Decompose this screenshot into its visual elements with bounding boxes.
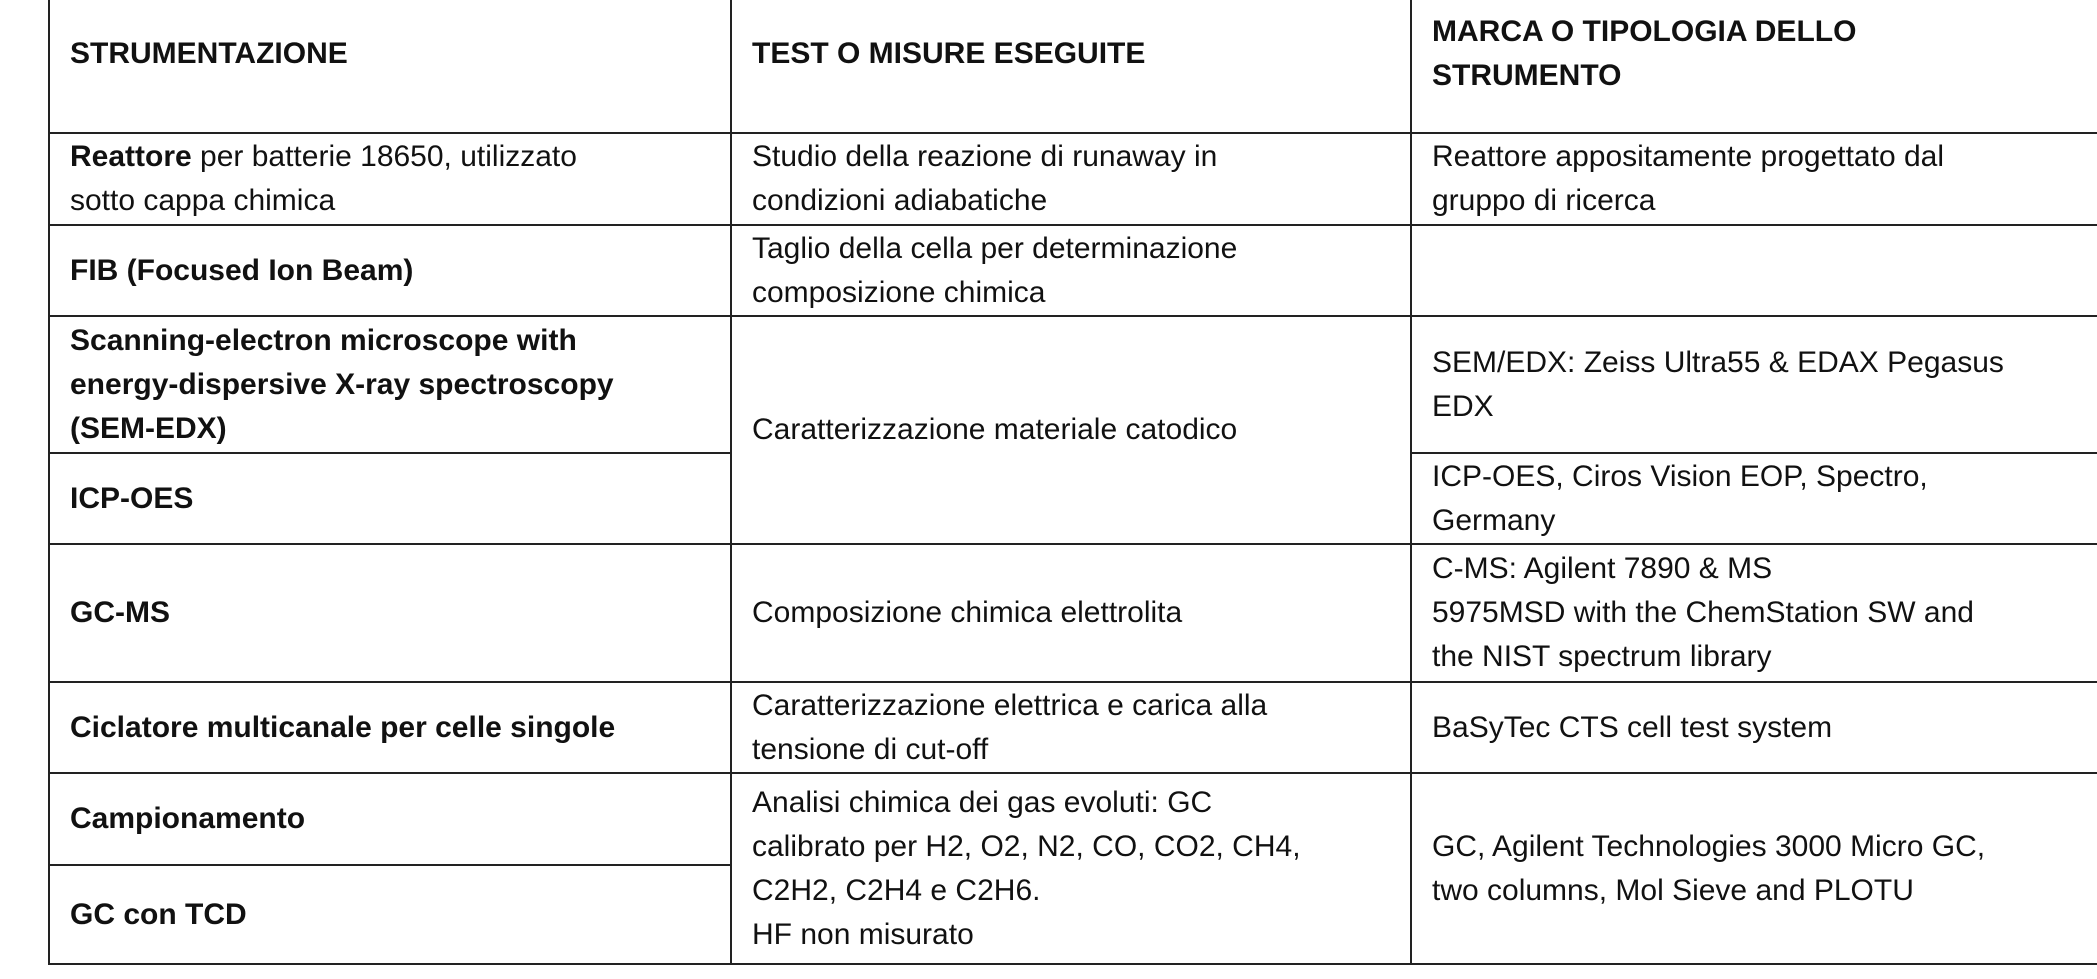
cell-reattore-brand: Reattore appositamente progettato dal gruppo di ricerca [1411,133,2097,225]
cell-icp-name: ICP-OES [49,453,731,544]
table-row-fib [49,225,2097,316]
table-row-gc-ms [49,544,2097,682]
table-row-campionamento [49,773,2097,865]
cell-ciclatore-test: Caratterizzazione elettrica e carica alla tensione di cut-off [731,682,1411,773]
cell-fib-brand [1411,225,2097,316]
instrumentation-table [48,0,2097,965]
reattore-bold: Reattore [70,140,192,173]
cell-icp-brand: ICP-OES, Ciros Vision EOP, Spectro, Germany [1411,453,2097,544]
table-row-ciclatore [49,682,2097,773]
cell-ciclatore-brand: BaSyTec CTS cell test system [1411,682,2097,773]
table-row-reattore [49,133,2097,225]
table-row-sem-edx [49,316,2097,453]
cell-fib-test: Taglio della cella per determinazione composizione chimica [731,225,1411,316]
cell-sem-name: Scanning-electron microscope with energy-dispersive X-ray spectroscopy (SEM-EDX) [49,316,731,453]
cell-gctcd-name: GC con TCD [49,865,731,964]
cell-gas-test: Analisi chimica dei gas evoluti: GC calibrato per H2, O2, N2, CO, CO2, CH4, C2H2, C2H4 e C2H6. HF non misurato [731,773,1411,964]
cell-sem-icp-test: Caratterizzazione materiale catodico [731,316,1411,544]
cell-gcms-name: GC-MS [49,544,731,682]
cell-ciclatore-name: Ciclatore multicanale per celle singole [49,682,731,773]
cell-fib-name: FIB (Focused Ion Beam) [49,225,731,316]
cell-sem-brand: SEM/EDX: Zeiss Ultra55 & EDAX Pegasus EDX [1411,316,2097,453]
header-row [49,0,2097,133]
cell-reattore-name: Reattore per batterie 18650, utilizzato sotto cappa chimica [49,133,731,225]
header-strumentazione: STRUMENTAZIONE [49,0,731,133]
cell-reattore-test: Studio della reazione di runaway in condizioni adiabatiche [731,133,1411,225]
cell-gas-brand: GC, Agilent Technologies 3000 Micro GC, two columns, Mol Sieve and PLOTU [1411,773,2097,964]
cell-gcms-brand: C-MS: Agilent 7890 & MS 5975MSD with the ChemStation SW and the NIST spectrum library [1411,544,2097,682]
header-marca: MARCA O TIPOLOGIA DELLO STRUMENTO [1411,0,2097,133]
cell-gcms-test: Composizione chimica elettrolita [731,544,1411,682]
header-test: TEST O MISURE ESEGUITE [731,0,1411,133]
cell-campionamento-name: Campionamento [49,773,731,865]
